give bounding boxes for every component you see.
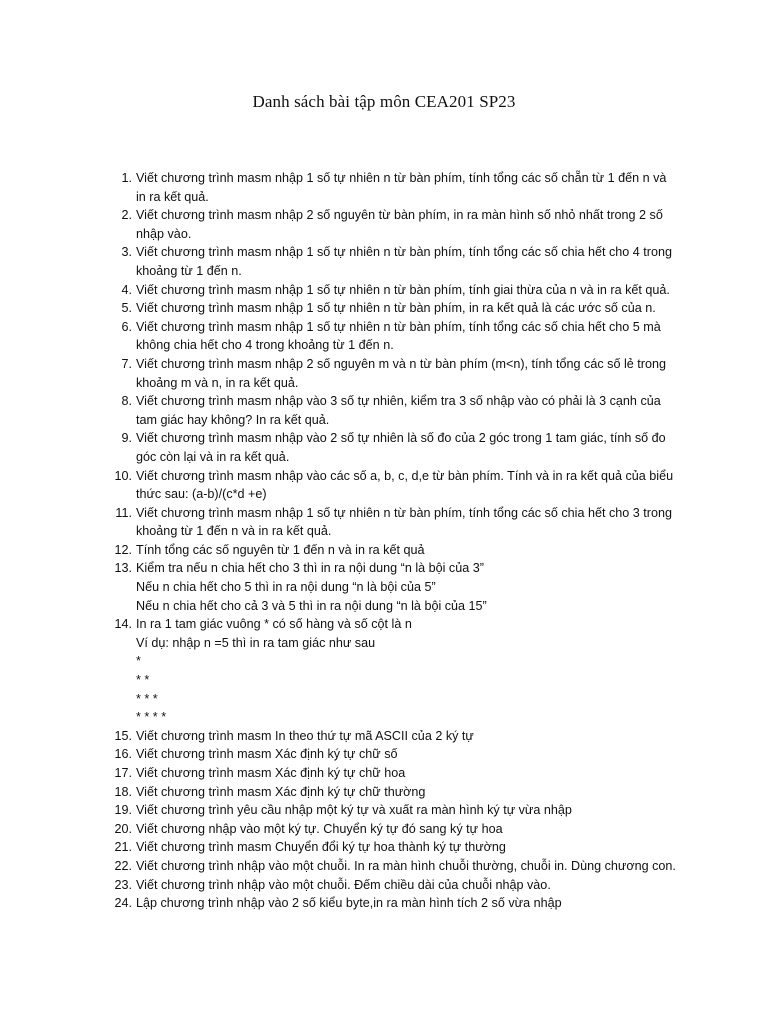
- list-item-text: góc còn lại và in ra kết quả.: [136, 449, 290, 464]
- list-item-number: 8.: [121, 394, 132, 409]
- list-item: [104, 838, 684, 857]
- list-item-number: 22.: [114, 858, 132, 873]
- list-item-text: Viết chương trình masm nhập 1 số tự nhiên n từ bàn phím, in ra kết quả là các ước số của n.: [136, 301, 656, 316]
- list-item-text: Viết chương trình masm nhập 1 số tự nhiên n từ bàn phím, tính tổng các số chia hết cho 5 mà: [136, 319, 661, 334]
- list-item-text: *: [136, 654, 141, 669]
- list-item: [104, 541, 684, 560]
- list-item: [104, 299, 684, 318]
- list-item-text: * *: [136, 673, 150, 688]
- list-item: [104, 764, 684, 783]
- list-item-text: Viết chương trình masm nhập 1 số tự nhiên n từ bàn phím, tính giai thừa của n và in ra kết quả.: [136, 282, 670, 297]
- list-item: [104, 615, 684, 727]
- list-item-text: Viết chương trình masm Xác định ký tự chữ hoa: [136, 766, 406, 780]
- list-item-text: * * *: [136, 691, 158, 706]
- list-item-text: khoảng m và n, in ra kết quả.: [136, 375, 299, 390]
- list-item: [104, 801, 684, 820]
- list-item-number: 10.: [114, 468, 132, 483]
- list-item-number: 24.: [114, 896, 132, 911]
- list-item-number: 12.: [114, 542, 132, 557]
- list-item: [104, 894, 684, 913]
- list-item-text: Viết chương trình masm Chuyển đổi ký tự hoa thành ký tự thường: [136, 840, 506, 855]
- list-item-number: 9.: [121, 431, 132, 446]
- list-item: [104, 820, 684, 839]
- list-item-text: khoảng từ 1 đến n và in ra kết quả.: [136, 524, 332, 539]
- list-item: [104, 467, 684, 504]
- document-title: Danh sách bài tập môn CEA201 SP23: [252, 92, 516, 111]
- list-item-text: Viết chương trình masm Xác định ký tự chữ số: [136, 747, 398, 762]
- list-item-text: In ra 1 tam giác vuông * có số hàng và số cột là n: [136, 617, 412, 632]
- list-item-text: Tính tổng các số nguyên từ 1 đến n và in ra kết quả: [136, 542, 425, 557]
- list-item-number: 1.: [121, 171, 132, 185]
- list-item: [104, 281, 684, 300]
- list-item-text: Viết chương trình masm nhập 1 số tự nhiên n từ bàn phím, tính tổng các số chia hết cho 4 trong: [136, 245, 672, 260]
- list-item-number: 14.: [114, 617, 132, 632]
- list-item-text: Viết chương trình masm nhập vào các số a, b, c, d,e từ bàn phím. Tính và in ra kết quả của biểu: [136, 468, 674, 483]
- list-item-number: 18.: [114, 784, 132, 799]
- list-item-number: 4.: [121, 282, 132, 297]
- list-item: [104, 745, 684, 764]
- list-item-text: in ra kết quả.: [136, 189, 209, 204]
- list-item-text: nhập vào.: [136, 226, 192, 241]
- list-item-number: 21.: [114, 840, 132, 855]
- list-item-number: 20.: [114, 821, 132, 836]
- list-item-number: 16.: [114, 747, 132, 762]
- list-item-text: tam giác hay không? In ra kết quả.: [136, 412, 330, 427]
- list-item-number: 6.: [121, 319, 132, 334]
- list-item-number: 23.: [114, 877, 132, 892]
- list-item: [104, 318, 684, 355]
- list-item-text: Viết chương trình masm nhập vào 3 số tự nhiên, kiểm tra 3 số nhập vào có phải là 3 cạnh của: [136, 394, 661, 409]
- list-item: [104, 392, 684, 429]
- list-item-number: 7.: [121, 356, 132, 371]
- list-item: [104, 169, 684, 206]
- list-item-text: Viết chương trình masm nhập vào 2 số tự nhiên là số đo của 2 góc trong 1 tam giác, tính số đo: [136, 431, 666, 446]
- list-item-text: Nếu n chia hết cho 5 thì in ra nội dung “n là bội của 5”: [136, 580, 436, 595]
- list-item-text: thức sau: (a-b)/(c*d +e): [136, 487, 267, 502]
- exercise-list: [104, 169, 684, 913]
- list-item-number: 19.: [114, 803, 132, 818]
- list-item-text: Lập chương trình nhập vào 2 số kiểu byte,in ra màn hình tích 2 số vừa nhập: [136, 896, 562, 911]
- list-item-text: Nếu n chia hết cho cả 3 và 5 thì in ra nội dung “n là bội của 15”: [136, 598, 487, 613]
- list-item-text: Viết chương trình nhập vào một chuỗi. In ra màn hình chuỗi thường, chuỗi in. Dùng chương con.: [136, 858, 676, 873]
- list-item-text: khoảng từ 1 đến n.: [136, 263, 242, 278]
- list-item-text: Viết chương trình masm nhập 2 số nguyên m và n từ bàn phím (m<n), tính tổng các số lẻ trong: [136, 356, 666, 371]
- list-item-text: Viết chương trình yêu cầu nhập một ký tự và xuất ra màn hình ký tự vừa nhập: [136, 803, 572, 818]
- list-item-text: Viết chương trình masm nhập 1 số tự nhiên n từ bàn phím, tính tổng các số chia hết cho 3 trong: [136, 505, 672, 520]
- list-item-text: Viết chương trình nhập vào một chuỗi. Đếm chiều dài của chuỗi nhập vào.: [136, 877, 551, 892]
- list-item: [104, 206, 684, 243]
- list-item-number: 11.: [115, 505, 132, 520]
- list-item-text: Viết chương trình masm nhập 1 số tự nhiên n từ bàn phím, tính tổng các số chẵn từ 1 đến n và: [136, 171, 667, 185]
- list-item-text: không chia hết cho 4 trong khoảng từ 1 đến n.: [136, 338, 394, 353]
- list-item: [104, 504, 684, 541]
- list-item: [104, 876, 684, 895]
- list-item-number: 2.: [121, 208, 132, 223]
- list-item: [104, 559, 684, 615]
- list-item-text: Viết chương trình masm nhập 2 số nguyên từ bàn phím, in ra màn hình số nhỏ nhất trong 2 số: [136, 208, 663, 223]
- list-item: [104, 355, 684, 392]
- list-item-text: Viết chương trình masm Xác định ký tự chữ thường: [136, 784, 426, 799]
- list-item: [104, 429, 684, 466]
- list-item-number: 13.: [114, 561, 132, 576]
- list-item-number: 5.: [121, 301, 132, 316]
- list-item-text: Ví dụ: nhập n =5 thì in ra tam giác như sau: [136, 635, 376, 650]
- list-item: [104, 783, 684, 802]
- list-item-text: Kiểm tra nếu n chia hết cho 3 thì in ra nội dung “n là bội của 3”: [136, 561, 484, 576]
- list-item-text: Viết chương trình masm In theo thứ tự mã ASCII của 2 ký tự: [136, 728, 474, 743]
- list-item-number: 15.: [114, 728, 132, 743]
- list-item: [104, 857, 684, 876]
- list-item: [104, 243, 684, 280]
- list-item-number: 3.: [121, 245, 132, 260]
- list-item-number: 17.: [114, 766, 132, 780]
- list-item-text: * * * *: [136, 710, 167, 725]
- list-item-text: Viết chương nhập vào một ký tự. Chuyển ký tự đó sang ký tự hoa: [136, 821, 503, 836]
- list-item: [104, 727, 684, 746]
